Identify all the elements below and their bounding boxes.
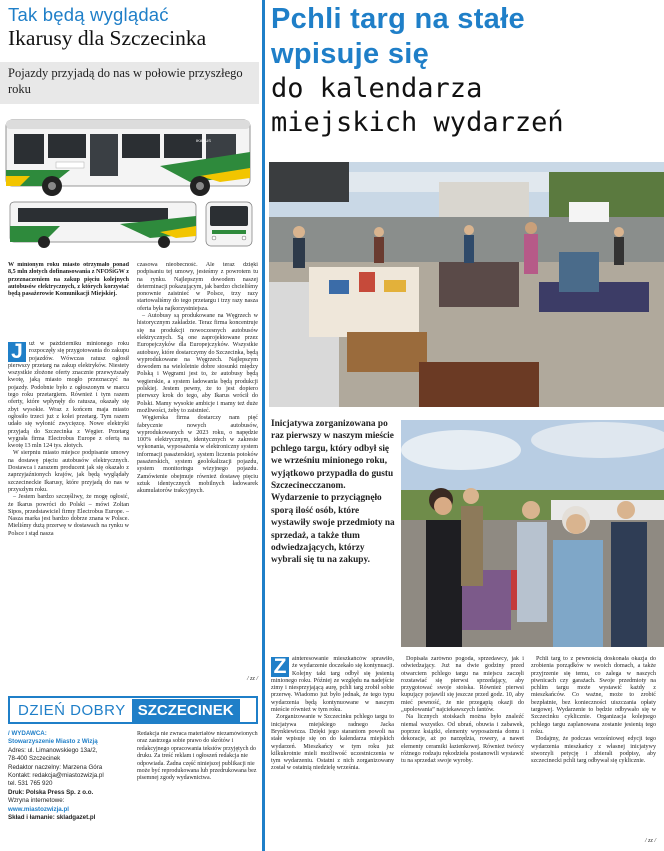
bus-side-view-small	[10, 202, 196, 248]
right-col2-p2: Na licznych stoiskach można było znaleźć niemal wszystko. Od ubrań, obuwia i zabawek, poprzez książki, elementy wyposażenia domu i dekoracje, aż po narzędzia, rowery, a nawet elementy ceramiki łazienkowej. Również twórcy różnego rodzaju rękodzieła postanowili wystawić tu na sprzedaż swoje wyroby.	[401, 714, 524, 765]
imprint-web-url[interactable]: www.miastozwizja.pl	[8, 805, 69, 813]
right-col3-p1: Pchli targ to z pewnością doskonała okazja do zrobienia porządków w swoich domach, a także przyjrzenie się temu, co zalega w naszych piwnicach czy garażach. Swoje przedmioty na pchlim targu może wystawić każdy z mieszkańców. Co ważne, może to zrobić bezpłatnie, bez konieczności uiszczania opłaty targowej. Wydarzenie to będzie odbywało się w Szczecinku cyklicznie. Organizacja kolejnego pchlego targu zaplanowana zostanie jesienią tego roku.	[531, 656, 656, 735]
right-col2	[401, 656, 524, 849]
left-col1-p1: uż w październiku minionego roku rozpoczęły się przygotowania do zakupu pojazdów. Wówczas ratusz ogłosił pierwszy przetarg na zakup elektryków. Niestety wszystkie złożone oferty znacznie przewyższały kwotę, jaką miasto mogło przeznaczyć na pojazdy. Podobnie było z ogłoszonym w marcu tego roku przetargiem. Również i tym razem oferty, które wpłynęły do ratusza, okazały się zbyt wysokie. Wraz z końcem maja miasto ogłosiło trzeci już z kolei przetarg. Tym razem udało się wyłonić zwycięzcę. Nowe elektryki przyjadą do Szczecinka z Węgier. Przetarg wygrała firma Electrobus Europe z ofertą na kwotę 13 mln 124 tys. złotych.	[8, 341, 129, 450]
imprint-layout: Skład i łamanie: skladgazet.pl	[8, 814, 96, 822]
left-lead: W minionym roku miasto otrzymało ponad 8,5 mln złotych dofinansowania z NFOŚiGW z przeznaczeniem na zakup pięciu kolejnych autobusów elektrycznych, z których korzystać będą pasażerowie Komunikacji Miejskiej.	[8, 262, 129, 298]
imprint-print: Druk: Polska Press Sp. z o.o.	[8, 788, 94, 796]
left-subtitle-box	[0, 62, 259, 104]
right-title-line3: do kalendarza	[271, 73, 483, 104]
flea-market-photo-people	[401, 420, 664, 647]
bus-illustration	[0, 106, 259, 252]
bus-front-view	[206, 202, 252, 246]
imprint-address1: Adres: ul. Limanowskiego 13a/2,	[8, 746, 98, 754]
right-signature: / zz /	[644, 838, 656, 844]
drop-cap-j: J	[8, 342, 26, 362]
right-title-line1: Pchli targ na stałe	[271, 3, 525, 35]
imprint-publisher: Stowarzyszenie Miasto z Wizją	[8, 738, 98, 746]
left-col2	[137, 262, 258, 674]
left-col1	[8, 341, 129, 685]
right-highlight: Inicjatywa zorganizowana po raz pierwszy w naszym mieście pchlego targu, który odbył się we wrześniu minionego roku, wyjątkowo przypadła do gustu Szczecinecczanom. Wydarzenie to przyciągnęło sporą ilość osób, które wystawiły swoje przedmioty na sprzedaż, a także tłum odwiedzających, którzy wybrali się tu na zakupy.	[271, 419, 395, 566]
bus-side-view	[6, 120, 250, 196]
left-subtitle: Pojazdy przyjadą do nas w połowie przyszłego roku	[8, 66, 243, 96]
imprint-address2: 78-400 Szczecinek	[8, 755, 61, 763]
drop-cap-z: Z	[271, 657, 289, 677]
left-col2-p2: – Autobusy są produkowane na Węgrzech w historycznym zakładzie. Teraz firma koncentruje się na produkcji nowoczesnych autobusów elektrycznych. Są one zaprojektowane przez Europejczyków dla Europejczyków. Wszystkie autobusy, które dostarczymy do Szczecinka, będą wyprodukowane na Węgrzech. Najlepszym dowodem na wieloletnie dobre stosunki między Polską i Węgrami jest to, że autobusy będą węgierskie, a system ładowania będą produkcji polskiej. Jestem pewny, że to jest dopiero pierwszy krok do tego, aby Ikarus wrócił do Polski. Mamy wysokie ambicje i mamy też duże możliwości, żeby to zaistnieć.	[137, 313, 258, 414]
left-title-line2: Ikarusy dla Szczecinka	[8, 26, 207, 50]
imprint-web-label: Wzryna internetowe:	[8, 797, 65, 805]
right-col3-p2: Dodajmy, że podczas wrześniowej edycji tego wydarzenia mieszkańcy z własnej inicjatywy stworzyli petycję i zbierali podpisy, aby szczecinecki pchli targ odbywał się cyklicznie.	[531, 736, 656, 765]
imprint-heading: / WYDAWCA:	[8, 730, 47, 737]
left-article-headline	[8, 4, 258, 51]
disclaimer: Redakcja nie zwraca materiałów niezamówionych oraz zastrzega sobie prawo do skrótów i redakcyjnego opracowania tekstów przyjętych do druku. Za treść reklam i ogłoszeń redakcja nie odpowiada. Żadna część niniejszej publikacji nie może być reprodukowana lub przedrukowana bez pisemnej zgody wydawnictwa.	[137, 731, 258, 782]
right-col1	[271, 656, 394, 849]
imprint-contact: Kontakt: redakcja@miastozwizja.pl	[8, 772, 104, 780]
left-col1-p2: W sierpniu miasto miejsce podpisanie umowy na dostawę pięciu autobusów elektrycznych. Dostawca i zarazem producent jak się okazało z zaprzyjaźnionych krajów, jak będą wyglądały szczecineckie Ikarusy, które przyjadą do nas w przyszłym roku.	[8, 450, 129, 493]
imprint-editor: Redaktor naczelny: Marzena Góra	[8, 763, 103, 771]
flea-market-photo-wide	[269, 162, 664, 407]
masthead-part2: SZCZECINEK	[132, 699, 240, 722]
right-col3	[531, 656, 656, 836]
left-col2-p1: czasowa nieobecność. Ale teraz dzięki podpisaniu tej umowy, jesteśmy z powrotem tu na rynku. Najlepszym dowodem naszej determinacji pokazującym, jak bardzo chcieliśmy ponownie zaistnieć w Polsce, trzy razy startowaliśmy do tego przetargu i trzy razy nasza oferta była najkorzystniejsza.	[137, 262, 258, 312]
right-col1-p1: ainteresowanie mieszkańców sprawiło, że wydarzenie doczekało się kontynuacji. Kolejny taki targ odbył się jesienią minionego roku. Później ze względu na nadejście zimy i niesprzyjającą aurę, pchli targ zrobił sobie przerwę. Wiadomo już było jednak, że tego typu wydarzenia będą kontynuowane w naszym mieście również w tym roku.	[271, 656, 394, 714]
left-col1-p3: – Jestem bardzo szczęśliwy, że mogę ogłosić, że Ikarus powróci do Polski – mówi Zoltan Sipos, przedstawiciel firmy Electrobus Europe. – Nasza marka jest bardzo dobrze znana w Polsce. Mieliśmy dużą przerwę w dostawach na rynku w Polsce i stąd nasza	[8, 494, 129, 537]
masthead-part1: DZIEŃ DOBRY	[18, 701, 126, 719]
left-title-line1: Tak będą wyglądać	[8, 4, 169, 25]
right-col1-p2: Zorganizowanie w Szczecinku pchlego targu to inicjatywa miejskiego radnego Jacka Brynkiewicza. Dzięki jego staraniom powoli na stałe wpisuje się on do kalendarza miejskich wydarzeń. Mieszkańcy w tym roku już kilkukrotnie mieli możliwość uczestniczenia w tym wydarzeniu. Ostatni z nich zorganizowany został w ostatnią niedzielę września.	[271, 714, 394, 772]
imprint-phone: tel. 531 765 920	[8, 780, 53, 788]
left-col2-p3: Węgierska firma dostarczy nam pięć fabrycznie nowych autobusów, wyprodukowanych w 2023 roku, o napędzie 100% elektrycznym, identycznych w zakresie wykonania, wyposażenia w elektroniczny system informacji pasażerskiej, system liczenia potoków pasażerskich, system geolokalizacji pojazdu, system monitoringu wizyjnego pojazdu. Zamówienie obejmuje również dostawę pięciu sztuk identycznych mobilnych ładowarek akumulatorów trakcyjnych.	[137, 415, 258, 495]
imprint	[8, 730, 130, 822]
masthead	[8, 696, 258, 724]
bus-logo-text: IKARUS	[196, 138, 211, 143]
column-divider	[262, 0, 265, 851]
right-title-line4: miejskich wydarzeń	[271, 107, 564, 138]
right-article-headline	[271, 2, 664, 140]
right-col2-p1: Dopisała zarówno pogoda, sprzedawcy, jak i odwiedzający. Już na dwie godziny przed otwarciem pchlego targu na miejscu zaczęli rozstawiać się pierwsi sprzedający, aby przygotować swoje stoiska. Również pierwsi kupujący pojawili się jeszcze przed godz. 10, aby mieć pewność, że nie przegapią okazji do „upolowania” najciekawszych fantów.	[401, 656, 524, 714]
left-signature: / zz /	[246, 676, 258, 682]
right-title-line2: wpisuje się	[271, 38, 430, 70]
